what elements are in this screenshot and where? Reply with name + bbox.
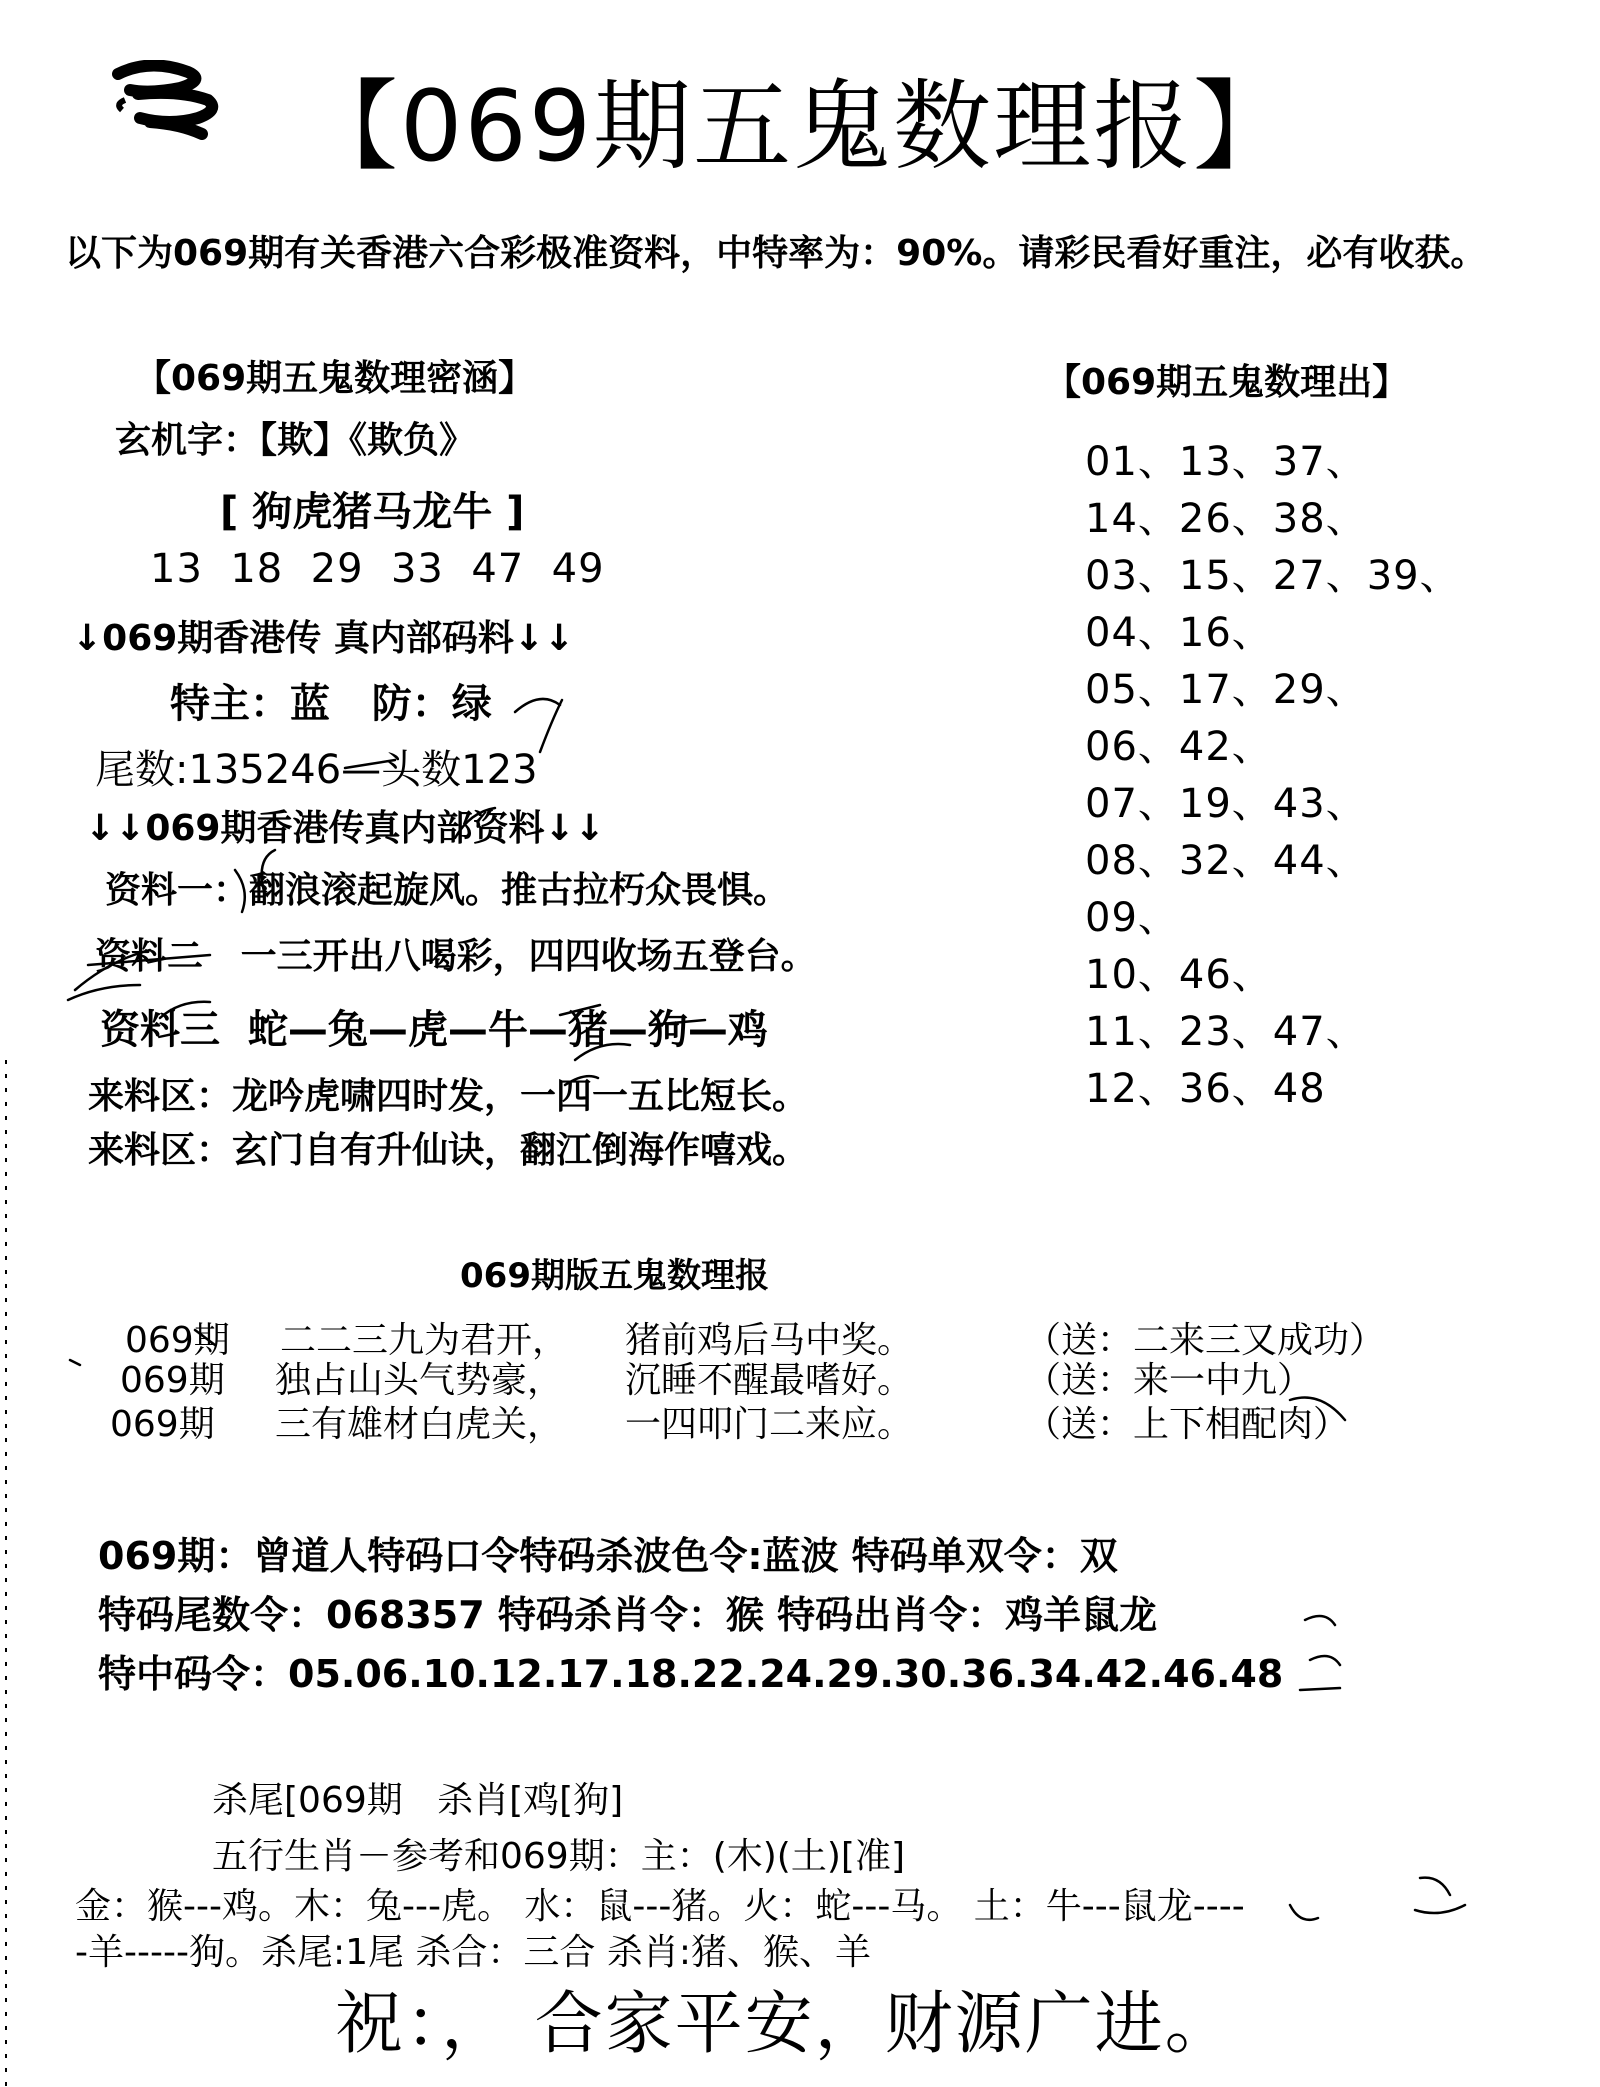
poem-a: 二二三九为君开， [280,1320,569,1361]
poem-b: 猪前鸡后马中奖。 [625,1320,914,1361]
right-row: 03、15、27、39、 [1085,553,1461,599]
poem-a: 三有雄材白虎关， [275,1404,564,1445]
laoliao-line-2: 来料区：玄门自有升仙诀，翻江倒海作嘻戏。 [88,1130,809,1171]
number-line: 13 18 29 33 47 49 [150,546,605,592]
page-title: 【069期五鬼数理报】 [300,70,1294,184]
poem-prefix: 069期 [110,1404,215,1445]
tezhu-line: 特主：蓝 防：绿 [170,681,492,727]
middle-heading: 069期版五鬼数理报 [460,1256,769,1296]
right-row: 09、 [1085,895,1179,941]
right-row: 10、46、 [1085,952,1273,998]
code-line-3: 特中码令：05.06.10.12.17.18.22.24.29.30.36.34.42.46.48 [98,1652,1284,1696]
poem-b: 沉睡不醒最嗜好。 [625,1360,914,1401]
right-row: 11、23、47、 [1085,1009,1367,1055]
xuanji-line: 玄机字：【欺】《欺负》 [115,420,476,461]
data-line-2: 资料二 一三开出八喝彩，四四收场五登台。 [95,936,817,977]
poem-prefix: 069期 [125,1320,230,1361]
bottom-line-3: 金：猴---鸡。木：兔---虎。 水：鼠---猪。火：蛇---马。 土：牛---鼠龙---- [75,1886,1245,1927]
right-row: 05、17、29、 [1085,667,1367,713]
poem-c: （送：二来三又成功） [1025,1320,1386,1361]
right-row: 07、19、43、 [1085,781,1367,827]
code-line-2: 特码尾数令：068357 特码杀肖令：猴 特码出肖令：鸡羊鼠龙 [98,1593,1158,1637]
laoliao-line-1: 来料区：龙吟虎啸四时发，一四一五比短长。 [88,1076,809,1117]
right-row: 14、26、38、 [1085,496,1367,542]
intro-text: 以下为069期有关香港六合彩极准资料，中特率为：90%。请彩民看好重注，必有收获。 [65,233,1487,274]
poem-a: 独占山头气势豪， [275,1360,564,1401]
right-row: 01、13、37、 [1085,439,1367,485]
poem-b: 一四叩门二来应。 [625,1404,914,1445]
left-heading: 【069期五鬼数理密涵】 [135,358,535,399]
bottom-line-1: 杀尾[069期 杀肖[鸡[狗] [212,1780,624,1821]
right-row: 08、32、44、 [1085,838,1367,884]
poem-c: （送：上下相配肉） [1025,1404,1350,1445]
right-row: 06、42、 [1085,724,1273,770]
right-row: 12、36、48 [1085,1066,1326,1112]
code-line-1: 069期：曾道人特码口令特码杀波色令:蓝波 特码单双令：双 [98,1534,1118,1578]
weishu-line: 尾数:135246—头数123 [95,747,538,793]
bottom-line-4: -羊-----狗。杀尾:1尾 杀合：三合 杀肖:猪、猴、羊 [75,1932,871,1973]
data-line-1: 资料一：翻浪滚起旋风。推古拉朽众畏惧。 [105,870,790,911]
right-row: 04、16、 [1085,610,1273,656]
blessing-line: 祝：， 合家平安，财源广进。 [335,1985,1235,2064]
right-heading: 【069期五鬼数理出】 [1045,362,1409,403]
zodiac-line: [ 狗虎猪马龙牛 ] [220,489,525,535]
logo-scribble-icon [110,60,225,140]
poem-prefix: 069期 [120,1360,225,1401]
data-line-3: 资料三 蛇—兔—虎—牛—猪—狗—鸡 [100,1007,768,1053]
hk-line-1: ↓069期香港传 真内部码料↓↓ [72,618,575,659]
bottom-line-2: 五行生肖－参考和069期：主：(木)(土)[准] [212,1836,905,1877]
poem-c: （送：来一中九） [1025,1360,1314,1401]
hk-line-2: ↓↓069期香港传真内部资料↓↓ [85,808,605,849]
